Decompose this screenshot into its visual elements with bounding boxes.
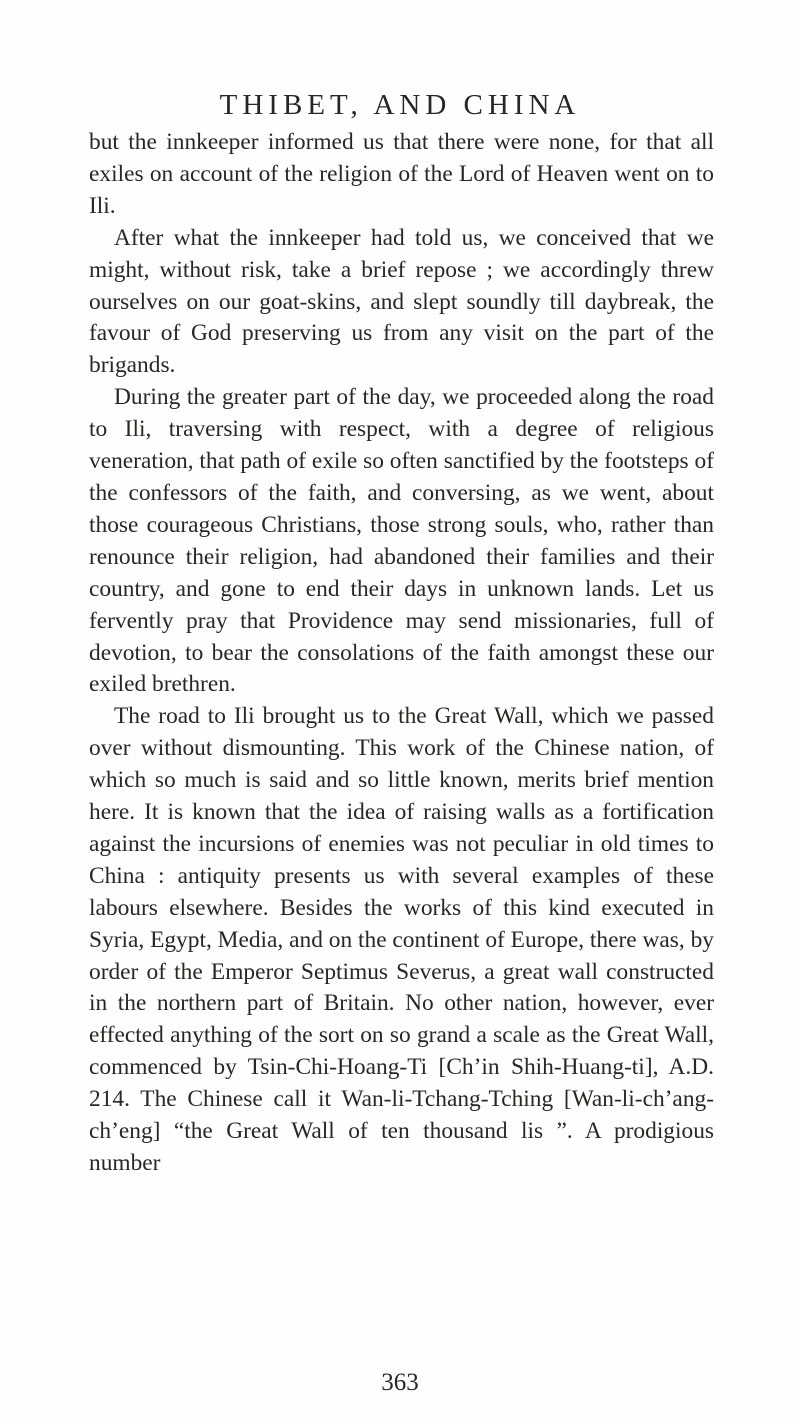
paragraph-road-to-ili: During the greater part of the day, we proceeded along the road to Ili, traversing with respect, with a degree of religious veneration, that path of exile so often sanctified by the footsteps of the confessors of the faith, and conversing, as we went, about those courageous Christians, those strong souls, who, rather than renounce their religion, had abandoned their families and their country, and gone to end their days in unknown lands. Let us fervently pray that Providence may send missionaries, full of devotion, to bear the consolations of the faith amongst these our exiled brethren.: [89, 384, 714, 698]
paragraph-repose: After what the innkeeper had told us, we conceived that we might, without risk, take a brief repose ; we accordingly threw ourselves on our goat-skins, and slept soundly till daybreak, the favour of God preserving us from any visit on the part of the brigands.: [89, 224, 714, 379]
page-number: 363: [381, 1369, 419, 1396]
running-head: THIBET, AND CHINA: [219, 89, 581, 121]
paragraph-great-wall: The road to Ili brought us to the Great Wall, which we passed over without dismounting. This work of the Chinese nation, of which so much is said and so little known, merits brief mention here. It is known that the idea of raising walls as a fortification against the incursions of enemies was not peculiar in old times to China : antiquity presents us with several examples of these labours elsewhere. Besides the works of this kind executed in Syria, Egypt, Media, and on the continent of Europe, there was, by order of the Emperor Septimus Severus, a great wall constructed in the northern part of Britain. No other nation, however, ever effected anything of the sort on so grand a scale as the Great Wall, commenced by Tsin-Chi-Hoang-Ti [Ch’in Shih-Huang-ti], A.D. 214. The Chinese call it Wan-li-Tchang-Tching [Wan-li-ch’ang-ch’eng] “the Great Wall of ten thousand lis ”. A prodigious number: [89, 703, 714, 1176]
paragraph-continued: but the innkeeper informed us that there were none, for that all exiles on account of the religion of the Lord of Heaven went on to Ili.: [89, 129, 714, 219]
body-text: [89, 127, 714, 1180]
